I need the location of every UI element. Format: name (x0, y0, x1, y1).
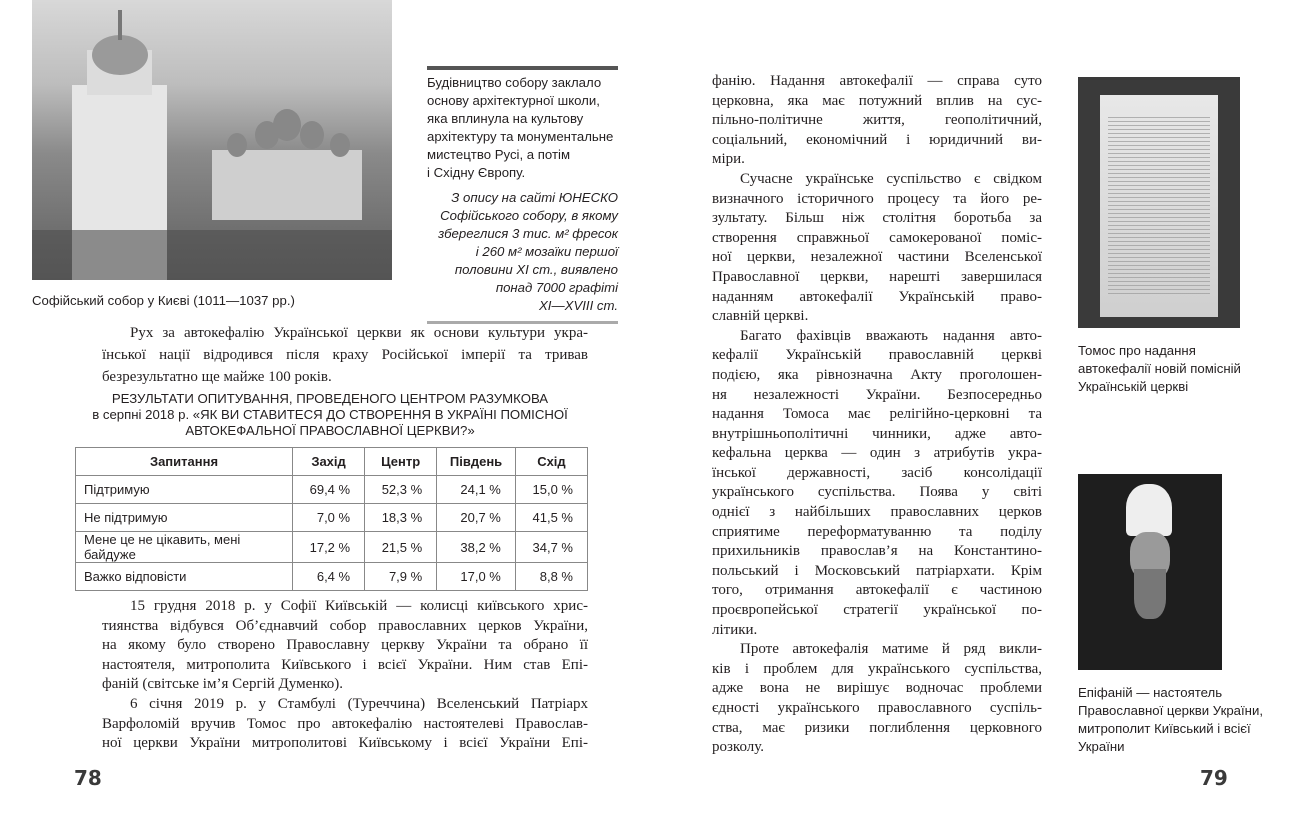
text-line: їнської державності, засіб консолідації (712, 464, 1042, 481)
percent-cell: 7,9 % (365, 563, 437, 591)
quote-line: Будівництво собору заклало (427, 75, 602, 90)
text-line: Проте автокефалія матиме й ряд викли- (740, 641, 1042, 658)
epifaniy-caption (1078, 684, 1263, 756)
percent-cell: 34,7 % (515, 532, 587, 563)
text-line: кефальна церква — один з атрибутів укра- (712, 445, 1042, 462)
text-line: церковна, яка має потужний вплив на сус- (712, 92, 1042, 109)
percent-cell: 52,3 % (365, 476, 437, 504)
text-line: Сучасне українське суспільство є свідком (740, 170, 1042, 187)
table-row (76, 476, 588, 504)
text-line: 6 січня 2019 р. у Стамбулі (Туреччина) Вселенський Патріарх (130, 695, 588, 712)
text-line: українського суспільства. Поява у світі (712, 484, 1042, 501)
text-line: сприятиме переформатуванню та поділу (712, 523, 1042, 540)
text-line: пільно-політичне життя, геополітичний, (712, 112, 1042, 129)
tomos-photo (1078, 77, 1240, 328)
text-line: міри. (712, 151, 745, 168)
tomos-caption (1078, 342, 1241, 396)
text-line: польський і Московський патріархати. Крім (712, 562, 1042, 579)
percent-cell: 7,0 % (293, 504, 365, 532)
left-lower-text (102, 597, 588, 754)
row-label-cell: Мене це не цікавить, мені байдуже (76, 532, 293, 563)
text-line: 15 грудня 2018 р. у Софії Київській — колисці київського хрис- (130, 598, 588, 614)
quote-source (427, 189, 618, 315)
col-header-center: Центр (365, 448, 437, 476)
quote-line: яка вплинула на культову (427, 111, 584, 126)
quote-source-line: і 260 м² мозаїки першої (475, 244, 618, 259)
right-paragraph-3 (712, 327, 1042, 641)
text-line: Багато фахівців вважають надання авто- (740, 327, 1042, 344)
text-line: фанію. Надання автокефалії — справа суто (712, 73, 1042, 89)
text-line: ків і проблем для українського суспільства, (712, 660, 1042, 677)
quote-source-line: збереглися 3 тис. м² фресок (438, 226, 618, 241)
table-title-line: в серпні 2018 р. «ЯК ВИ СТАВИТЕСЯ ДО СТВОРЕННЯ В УКРАЇНІ ПОМІСНОЇ (92, 407, 568, 422)
text-line: ства, має ризики поглиблення церковного (712, 719, 1042, 736)
col-header-south: Південь (437, 448, 516, 476)
text-line: визначного історичного процесу та його ре- (712, 190, 1042, 207)
text-line: однієї з найбільших православних церков (712, 504, 1042, 521)
row-label-cell: Важко відповісти (76, 563, 293, 591)
cathedral-illustration (32, 0, 392, 280)
st-sophia-cathedral-photo (32, 0, 392, 280)
row-label-cell: Підтримую (76, 476, 293, 504)
text-line: ня незалежності України. Безпосередньо (712, 386, 1042, 403)
text-line: створення справжньої самокерованої поміс- (712, 229, 1042, 246)
quote-source-line: понад 7000 графіті (495, 280, 618, 295)
left-paragraph-1 (102, 322, 588, 388)
sidebar-quote (427, 66, 618, 324)
percent-cell: 17,2 % (293, 532, 365, 563)
text-line: ної церкви, незалежної частини Вселенської (712, 249, 1042, 266)
text-line: подією, яка рівнозначна Акту проголошен- (712, 366, 1042, 383)
text-line: єдності українського православного суспіль- (712, 700, 1042, 716)
col-header-question: Запитання (76, 448, 293, 476)
table-title (60, 391, 600, 439)
col-header-west: Захід (293, 448, 365, 476)
quote-top-rule (427, 66, 618, 70)
percent-cell: 24,1 % (437, 476, 516, 504)
percent-cell: 21,5 % (365, 532, 437, 563)
text-line: внутрішньополітичні чинники, адже авто- (712, 425, 1042, 442)
table-row (76, 504, 588, 532)
text-line: зультату. Більш ніж столітня боротьба за (712, 210, 1042, 227)
percent-cell: 6,4 % (293, 563, 365, 591)
quote-source-line: Софійського собору, в якому (440, 208, 618, 223)
survey-table (75, 447, 588, 591)
text-line: адже вона не вирішує водночас проблеми (712, 680, 1042, 697)
text-line: проєвропейської стратегії української по- (712, 602, 1042, 619)
text-line: славній церкві. (712, 308, 809, 325)
right-paragraph-1 (712, 72, 1042, 170)
text-line: соціальний, економічний і юридичний ви- (712, 131, 1042, 148)
table-title-line: РЕЗУЛЬТАТИ ОПИТУВАННЯ, ПРОВЕДЕНОГО ЦЕНТРОМ РАЗУМКОВА (111, 391, 549, 406)
table-header-row (76, 448, 588, 476)
caption-line: Українській церкві (1078, 379, 1189, 394)
text-line: безрезультатно ще майже 100 років. (102, 369, 332, 385)
quote-line: мистецтво Русі, а потім (427, 147, 571, 162)
quote-source-line: половини XI ст., виявлено (454, 262, 618, 277)
percent-cell: 8,8 % (515, 563, 587, 591)
quote-source-line: XI—XVIII ст. (539, 298, 618, 313)
text-line: настоятеля, митрополита Київського і всієї України. Ним став Епі- (102, 656, 588, 673)
caption-line: Томос про надання (1078, 343, 1196, 358)
text-line: надання Томоса має релігійно-церковні та (712, 406, 1042, 423)
text-line: на якому було створено Православну церкву України та обрано її (102, 637, 588, 654)
text-line: розколу. (712, 739, 764, 756)
caption-line: України (1078, 739, 1125, 754)
text-line: того, отримання автокефалії є частиною (712, 582, 1042, 599)
quote-line: основу архітектурної школи, (427, 93, 600, 108)
right-text-column (712, 72, 1042, 758)
left-paragraph-2 (102, 597, 588, 695)
text-line: Православної церкви, нарешті завершилася (712, 268, 1042, 285)
quote-source-line: З опису на сайті ЮНЕСКО (451, 190, 618, 205)
text-line: Рух за автокефалію Української церкви як основи культури укра- (130, 325, 588, 341)
right-paragraph-2 (712, 170, 1042, 327)
percent-cell: 69,4 % (293, 476, 365, 504)
text-line: Варфоломій вручив Томос про автокефалію настоятелеві Православ- (102, 715, 588, 732)
percent-cell: 20,7 % (437, 504, 516, 532)
percent-cell: 38,2 % (437, 532, 516, 563)
cathedral-photo-caption: Софійський собор у Києві (1011—1037 рр.) (32, 293, 295, 308)
text-line: літики. (712, 621, 758, 638)
text-line: кефалії Українській православній церкві (712, 347, 1042, 364)
text-line: наданням автокефалії Українській право- (712, 288, 1042, 305)
table-row (76, 532, 588, 563)
left-paragraph-3 (102, 695, 588, 754)
text-line: їнської нації відродився після краху Російської імперії та тривав (102, 347, 588, 363)
percent-cell: 41,5 % (515, 504, 587, 532)
page-number-right: 79 (1200, 766, 1228, 790)
page-number-left: 78 (74, 766, 102, 790)
epifaniy-portrait-photo (1078, 474, 1222, 670)
quote-line: архітектуру та монументальне (427, 129, 614, 144)
caption-line: митрополит Київський і всієї (1078, 721, 1251, 736)
row-label-cell: Не підтримую (76, 504, 293, 532)
table-title-line: АВТОКЕФАЛЬНОЇ ПРАВОСЛАВНОЇ ЦЕРКВИ?» (185, 423, 475, 438)
text-line: ної церкви України митрополитові Київському і всієї України Епі- (102, 735, 588, 752)
text-line: фаній (світське ім’я Сергій Думенко). (102, 676, 344, 693)
caption-line: Епіфаній — настоятель (1078, 685, 1223, 700)
percent-cell: 15,0 % (515, 476, 587, 504)
text-line: тиянства відбувся Об’єднавчий собор православних церков України, (102, 617, 588, 634)
col-header-east: Схід (515, 448, 587, 476)
caption-line: Православної церкви України, (1078, 703, 1263, 718)
quote-text (427, 74, 618, 182)
caption-line: автокефалії новій помісній (1078, 361, 1241, 376)
text-line: прихильників православ’я на Константино- (712, 543, 1042, 560)
table-row (76, 563, 588, 591)
percent-cell: 17,0 % (437, 563, 516, 591)
percent-cell: 18,3 % (365, 504, 437, 532)
right-paragraph-4 (712, 640, 1042, 758)
quote-line: і Східну Європу. (427, 165, 526, 180)
